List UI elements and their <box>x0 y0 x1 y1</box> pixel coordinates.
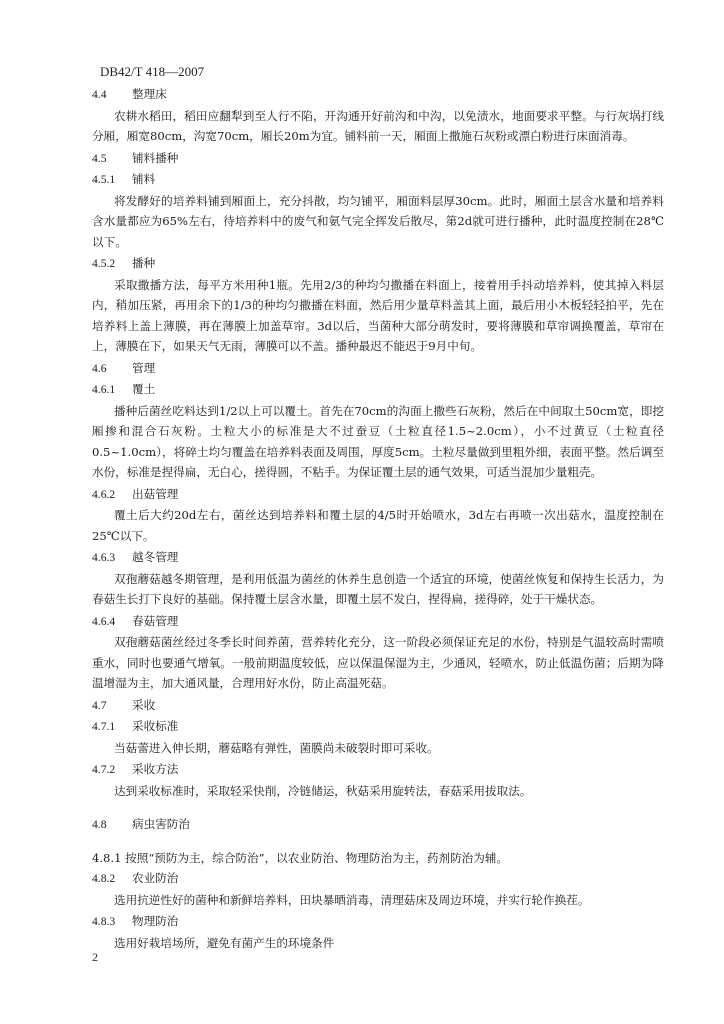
section-heading <box>92 911 664 933</box>
section-heading <box>92 759 664 781</box>
paragraph: 双孢蘑菇越冬期管理，是利用低温为菌丝的休养生息创造一个适宜的环境，使菌丝恢复和保持生长活力，为春菇生长打下良好的基础。保持覆土层含水量，即覆土层不发白，捏得扁，搓得碎，处于干燥状态。 <box>92 571 664 606</box>
section-title: 播种 <box>132 256 156 270</box>
section-number: 4.7.2 <box>92 763 116 776</box>
section-heading <box>92 868 664 890</box>
section-number: 4.6.2 <box>92 487 116 501</box>
page-number: 2 <box>92 950 98 964</box>
section-number: 4.5.1 <box>92 173 116 186</box>
section-heading <box>92 379 664 401</box>
paragraph: 双孢蘑菇菌丝经过冬季长时间养菌，营养转化充分，这一阶段必须保证充足的水份，特别是气温较高时需喷重水，同时也要通气增氧。一般前期温度较低，应以保温保湿为主，少通风，轻喷水，防止低温伤菌；后期为降温增湿为主，加大通风量，合理用好水份，防止高温死菇。 <box>92 635 664 690</box>
section-heading <box>92 814 664 836</box>
section-heading <box>92 148 664 170</box>
section-heading <box>92 169 664 191</box>
paragraph: 达到采收标准时，采取轻采快削，冷链储运，秋菇采用旋转法，春菇采用拔取法。 <box>114 783 532 798</box>
paragraph: 将发酵好的培养料铺到厢面上，充分抖散，均匀铺平，厢面料层厚30cm。此时，厢面土层含水量和培养料含水量都应为65%左右，待培养料中的废气和氨气完全挥发后散尽，第2d就可进行播种，此时温度控制在28℃以下。 <box>92 193 664 249</box>
section-title: 物理防治 <box>132 914 179 928</box>
paragraph: 当菇蕾进入伸长期，蘑菇略有弹性，菌膜尚未破裂时即可采收。 <box>114 740 439 755</box>
section-title: 覆土 <box>132 382 156 396</box>
section-number: 4.7 <box>92 698 107 712</box>
section-number: 4.5.2 <box>92 257 116 270</box>
section-title: 越冬管理 <box>132 550 179 564</box>
paragraph: 4.8.1 按照“预防为主，综合防治”，以农业防治、物理防治为主，药剂防治为辅。 <box>92 850 509 865</box>
section-title: 采收标准 <box>132 719 179 733</box>
section-heading <box>92 695 664 717</box>
section-title: 农业防治 <box>132 871 179 885</box>
paragraph: 覆土后大约20d左右，菌丝达到培养料和覆土层的4/5时开始喷水，3d左右再喷一次出菇水，温度控制在25℃以下。 <box>92 508 664 543</box>
section-title: 出菇管理 <box>132 486 179 501</box>
section-title: 铺料播种 <box>132 150 179 165</box>
document-id-header: DB42/T 418—2007 <box>100 64 205 79</box>
paragraph: 农耕水稻田，稻田应翻犁到至人行不陷，开沟通开好前沟和中沟，以免渍水，地面要求平整。与行灰埚打线分厢，厢宽80cm，沟宽70cm，厢长20m为宜。铺料前一天，厢面上撒施石灰粉或漂白粉进行床面消毒。 <box>92 108 664 143</box>
section-heading <box>92 253 664 275</box>
section-heading <box>92 358 664 380</box>
section-title: 整理床 <box>132 87 167 101</box>
section-number: 4.6.4 <box>92 614 116 628</box>
section-number: 4.4 <box>92 88 107 101</box>
spacer <box>92 836 664 848</box>
section-heading <box>92 84 664 106</box>
section-number: 4.5 <box>92 151 107 165</box>
section-number: 4.8.2 <box>92 872 116 885</box>
section-title: 管理 <box>132 360 156 375</box>
spacer <box>92 802 664 814</box>
section-number: 4.6 <box>92 361 107 375</box>
paragraph: 选用抗逆性好的菌种和新鲜培养料，田块暴晒消毒，清理菇床及周边环境，并实行轮作换茬。 <box>114 892 590 907</box>
section-title: 春菇管理 <box>132 613 179 628</box>
paragraph: 播种后菌丝吃料达到1/2以上可以覆土。首先在70cm的沟面上撒些石灰粉，然后在中间取土50cm宽，即挖厢掺和混合石灰粉。土粒大小的标准是大不过蚕豆（土粒直径1.5~2.0cm），小不过黄豆（土粒直径0.5~1.0cm），将碎土均匀覆盖在培养料表面及周围，厚度5cm。土粒尽量做到里粗外细，表面平整。然后调至水份，标准是捏得扁，无白心，搓得圆，不粘手。为保证覆土层的通气效果，可适当混加少量粗壳。 <box>92 403 664 479</box>
section-number: 4.6.3 <box>92 551 116 564</box>
section-heading <box>92 716 664 738</box>
section-title: 采收 <box>132 697 156 712</box>
section-title: 铺料 <box>132 172 156 186</box>
section-heading <box>92 547 664 569</box>
document-body <box>92 84 664 954</box>
paragraph: 采取撒播方法，每平方米用种1瓶。先用2/3的种均匀撒播在料面上，接着用手抖动培养料，使其掉入料层内，稍加压紧，再用余下的1/3的种均匀撒播在料面，然后用少量草料盖其上面，最后用小木板轻轻拍平，先在培养料上盖上薄膜，再在薄膜上加盖草帘。3d以后，当菌种大部分萌发时，要将薄膜和草帘调换覆盖，草帘在上，薄膜在下，如果天气无雨，薄膜可以不盖。播种最迟不能迟于9月中旬。 <box>92 277 664 353</box>
section-title: 病虫害防治 <box>132 817 190 831</box>
section-number: 4.8.3 <box>92 915 116 928</box>
section-heading <box>92 611 664 633</box>
section-number: 4.6.1 <box>92 383 116 396</box>
section-title: 采收方法 <box>132 762 179 776</box>
paragraph: 选用好栽培场所，避免有菌产生的环境条件 <box>114 935 335 950</box>
section-heading <box>92 484 664 506</box>
section-number: 4.7.1 <box>92 720 116 733</box>
section-number: 4.8 <box>92 818 107 831</box>
